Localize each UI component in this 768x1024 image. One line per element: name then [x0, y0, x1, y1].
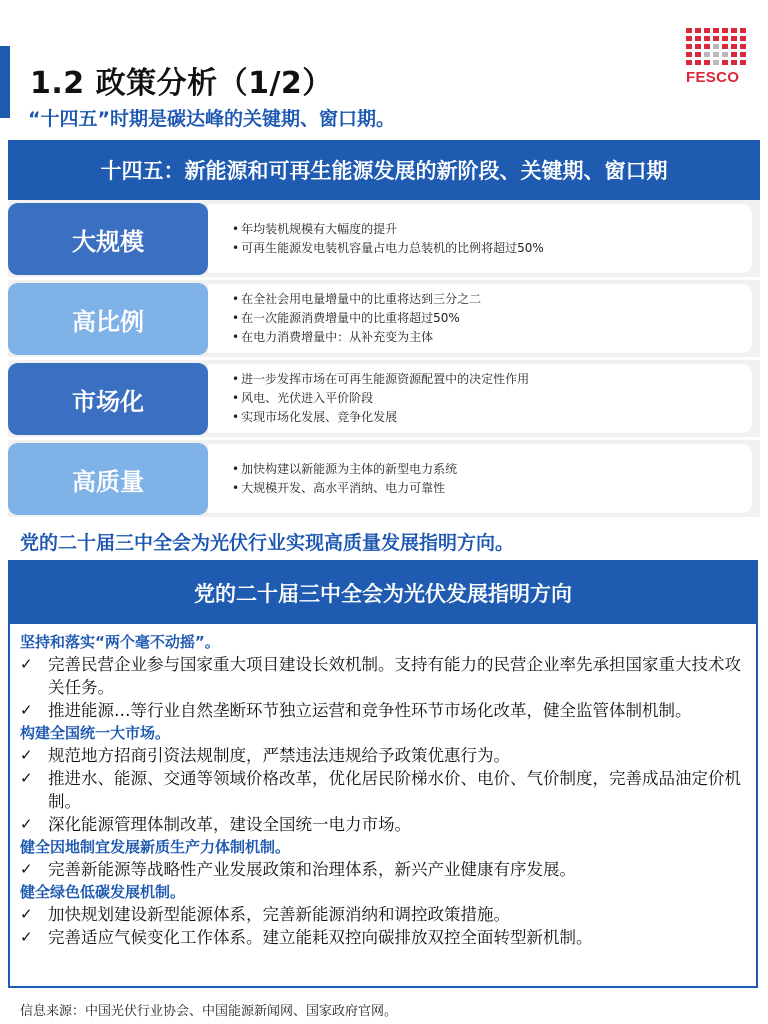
- row-points: [208, 204, 752, 273]
- bullet-point: • 在电力消费增量中：从补充变为主体: [232, 328, 752, 347]
- list-item: [20, 858, 746, 881]
- list-item: [20, 699, 746, 722]
- row-tag: 高质量: [8, 443, 208, 515]
- feature-row-scale: [8, 200, 760, 277]
- bullet-point: • 可再生能源发电装机容量占电力总装机的比例将超过50%: [232, 239, 752, 258]
- bullet-point: • 实现市场化发展、竞争化发展: [232, 408, 752, 427]
- bullet-point: • 进一步发挥市场在可再生能源资源配置中的决定性作用: [232, 370, 752, 389]
- list-item: [20, 744, 746, 767]
- check-icon: ✓: [20, 701, 33, 719]
- bullet-point: • 大规模开发、高水平消纳、电力可靠性: [232, 479, 752, 498]
- check-icon: ✓: [20, 905, 33, 923]
- feature-rows: [8, 200, 760, 520]
- bullet-point: • 在全社会用电量增量中的比重将达到三分之二: [232, 290, 752, 309]
- feature-row-market: [8, 360, 760, 437]
- group-heading: 构建全国统一大市场。: [20, 724, 171, 742]
- section1-banner: 十四五：新能源和可再生能源发展的新阶段、关键期、窗口期: [8, 140, 760, 200]
- section2-box: [8, 560, 758, 988]
- item-text: 规范地方招商引资法规制度，严禁违法违规给予政策优惠行为。: [48, 746, 510, 765]
- row-tag: 高比例: [8, 283, 208, 355]
- check-icon: ✓: [20, 815, 33, 833]
- row-points: [208, 444, 752, 513]
- check-icon: ✓: [20, 928, 33, 946]
- item-text: 完善适应气候变化工作体系。建立能耗双控向碳排放双控全面转型新机制。: [48, 928, 593, 947]
- bullet-point: • 加快构建以新能源为主体的新型电力系统: [232, 460, 752, 479]
- bullet-point: • 年均装机规模有大幅度的提升: [232, 220, 752, 239]
- group-heading: 坚持和落实“两个毫不动摇”。: [20, 633, 220, 651]
- feature-row-proportion: [8, 280, 760, 357]
- row-tag: 大规模: [8, 203, 208, 275]
- row-points: [208, 364, 752, 433]
- logo-dot-grid-icon: [686, 28, 746, 65]
- bullet-point: • 风电、光伏进入平价阶段: [232, 389, 752, 408]
- page-title: 1.2 政策分析（1/2）: [30, 66, 333, 101]
- source-note: 信息来源：中国光伏行业协会、中国能源新闻网、国家政府官网。: [20, 1004, 398, 1019]
- list-item: [20, 926, 746, 949]
- check-icon: ✓: [20, 860, 33, 878]
- item-text: 推进水、能源、交通等领域价格改革，优化居民阶梯水价、电价、气价制度，完善成品油定价机制。: [48, 769, 741, 811]
- section2-banner: 党的二十届三中全会为光伏发展指明方向: [10, 562, 756, 624]
- row-tag: 市场化: [8, 363, 208, 435]
- item-text: 完善民营企业参与国家重大项目建设长效机制。支持有能力的民营企业率先承担国家重大技术攻关任务。: [48, 655, 741, 697]
- logo-text: FESCO: [686, 69, 740, 86]
- item-text: 加快规划建设新型能源体系，完善新能源消纳和调控政策措施。: [48, 905, 510, 924]
- group-heading: 健全绿色低碳发展机制。: [20, 883, 186, 901]
- section2-headline: 党的二十届三中全会为光伏行业实现高质量发展指明方向。: [20, 532, 515, 554]
- page-subtitle: “十四五”时期是碳达峰的关键期、窗口期。: [28, 108, 395, 130]
- section2-content: [10, 624, 756, 949]
- group-heading: 健全因地制宜发展新质生产力体制机制。: [20, 838, 291, 856]
- list-item: [20, 813, 746, 836]
- bullet-point: • 在一次能源消费增量中的比重将超过50%: [232, 309, 752, 328]
- item-text: 推进能源…等行业自然垄断环节独立运营和竞争性环节市场化改革，健全监管体制机制。: [48, 701, 692, 720]
- row-points: [208, 284, 752, 353]
- list-item: [20, 767, 746, 813]
- feature-row-quality: [8, 440, 760, 517]
- list-item: [20, 903, 746, 926]
- fesco-logo: [686, 28, 746, 86]
- title-accent-bar: [0, 46, 10, 118]
- check-icon: ✓: [20, 655, 33, 673]
- item-text: 深化能源管理体制改革，建设全国统一电力市场。: [48, 815, 411, 834]
- check-icon: ✓: [20, 746, 33, 764]
- check-icon: ✓: [20, 769, 33, 787]
- item-text: 完善新能源等战略性产业发展政策和治理体系，新兴产业健康有序发展。: [48, 860, 576, 879]
- list-item: [20, 653, 746, 699]
